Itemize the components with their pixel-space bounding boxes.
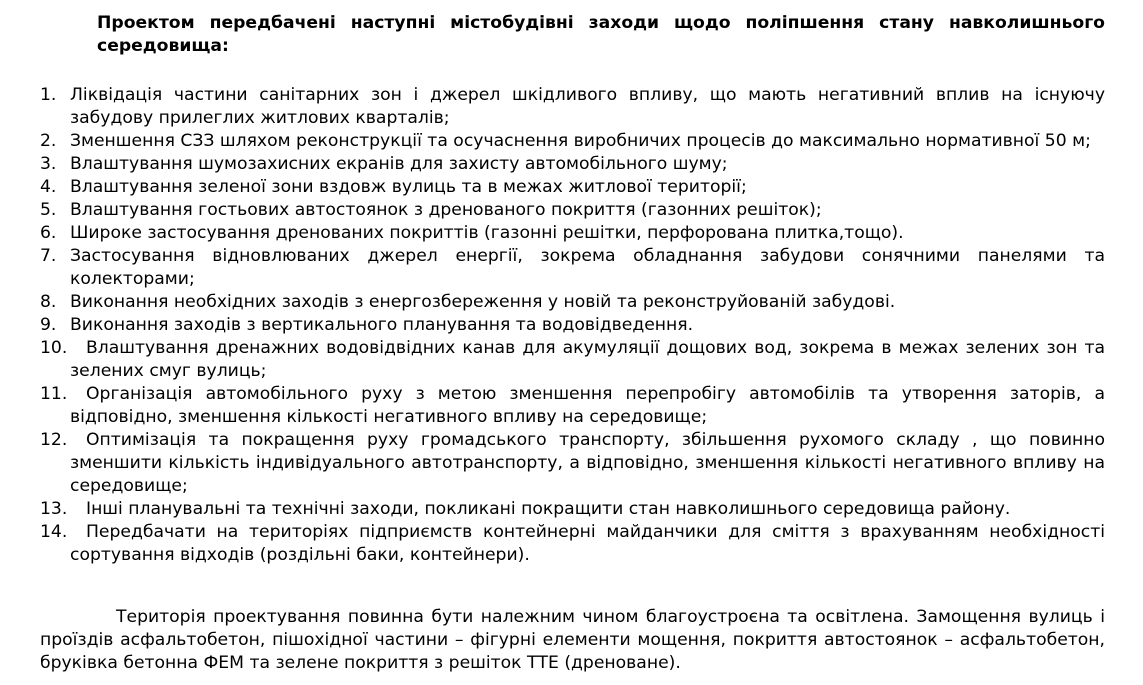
item-text: Влаштування гостьових автостоянок з дренованого покриття (газонних решіток); xyxy=(70,200,822,220)
item-text: Широке застосування дренованих покриттів (газонні решітки, перфорована плитка,тощо). xyxy=(70,223,904,243)
item-number: 7. xyxy=(40,246,57,266)
item-number: 14. xyxy=(40,522,68,542)
closing-paragraph: Територія проектування повинна бути належним чином благоустроєна та освітлена. Замощення вулиць і проїздів асфальтобетон, пішохідної частини – фігурні елементи мощення, покриття автостоянок – асфальтобетон, бруківка бетонна ФЕМ та зелене покриття з решіток ТТЕ (дреноване). xyxy=(40,607,1105,673)
item-text: Організація автомобільного руху з метою зменшення перепробігу автомобілів та утворення заторів, а відповідно, зменшення кількості негативного впливу на середовище; xyxy=(70,384,1105,427)
list-item xyxy=(40,199,1105,222)
item-number: 6. xyxy=(40,223,57,243)
list-item xyxy=(40,222,1105,245)
item-number: 4. xyxy=(40,177,57,197)
item-number: 9. xyxy=(40,315,57,335)
list-item xyxy=(40,521,1105,567)
item-number: 5. xyxy=(40,200,57,220)
list-item xyxy=(40,498,1105,521)
list-item xyxy=(40,84,1105,130)
item-number: 2. xyxy=(40,131,57,151)
list-item xyxy=(40,314,1105,337)
item-number: 11. xyxy=(40,384,68,404)
list-item xyxy=(40,429,1105,498)
item-text: Влаштування зеленої зони вздовж вулиць та в межах житлової території; xyxy=(70,177,747,197)
item-number: 13. xyxy=(40,499,68,519)
item-text: Виконання заходів з вертикального планування та водовідведення. xyxy=(70,315,694,335)
list-item xyxy=(40,383,1105,429)
section-heading: Проектом передбачені наступні містобудівні заходи щодо поліпшення стану навколишнього середовища: xyxy=(97,13,1105,56)
item-number: 3. xyxy=(40,154,57,174)
list-item xyxy=(40,291,1105,314)
list-item xyxy=(40,153,1105,176)
list-item xyxy=(40,245,1105,291)
list-item xyxy=(40,337,1105,383)
list-item xyxy=(40,176,1105,199)
item-text: Інші планувальні та технічні заходи, покликані покращити стан навколишнього середовища району. xyxy=(86,499,1011,519)
item-text: Оптимізація та покращення руху громадського транспорту, збільшення рухомого складу , що повинно зменшити кількість індивідуального автотранспорту, а відповідно, зменшення кількості негативного впливу на середовище; xyxy=(70,430,1105,496)
item-number: 10. xyxy=(40,338,68,358)
item-text: Ліквідація частини санітарних зон і джерел шкідливого впливу, що мають негативний вплив на існуючу забудову прилеглих житлових кварталів; xyxy=(70,85,1105,128)
item-text: Застосування відновлюваних джерел енергії, зокрема обладнання забудови сонячними панелями та колекторами; xyxy=(70,246,1105,289)
item-number: 12. xyxy=(40,430,68,450)
item-text: Виконання необхідних заходів з енергозбереження у новій та реконструйованій забудові. xyxy=(70,292,896,312)
item-text: Влаштування шумозахисних екранів для захисту автомобільного шуму; xyxy=(70,154,728,174)
item-number: 8. xyxy=(40,292,57,312)
item-number: 1. xyxy=(40,85,57,105)
item-text: Передбачати на територіях підприємств контейнерні майданчики для сміття з врахуванням необхідності сортування відходів (роздільні баки, контейнери). xyxy=(70,522,1105,565)
measures-list xyxy=(40,84,1105,567)
item-text: Зменшення СЗЗ шляхом реконструкції та осучаснення виробничих процесів до максимально нормативної 50 м; xyxy=(70,131,1091,151)
item-text: Влаштування дренажних водовідвідних канав для акумуляції дощових вод, зокрема в межах зелених зон та зелених смуг вулиць; xyxy=(70,338,1105,381)
list-item xyxy=(40,130,1105,153)
